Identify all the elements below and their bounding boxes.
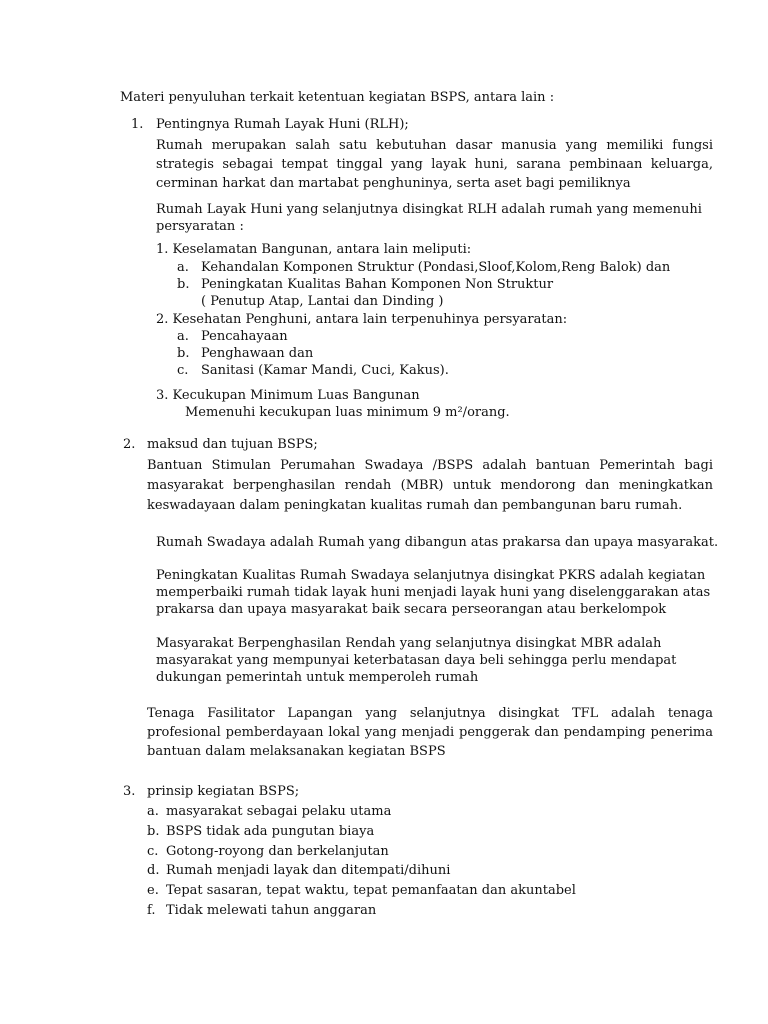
requirement-2c-text: Sanitasi (Kamar Mandi, Cuci, Kakus). (201, 363, 449, 378)
requirement-1-title: 1. Keselamatan Bangunan, antara lain meliputi: (156, 242, 472, 257)
principle-d-marker: d. (147, 863, 160, 878)
requirement-2a-text: Pencahayaan (201, 329, 288, 344)
principle-a-marker: a. (147, 804, 159, 819)
requirement-2b-text: Penghawaan dan (201, 346, 314, 361)
tfl-definition: Tenaga Fasilitator Lapangan yang selanjutnya disingkat TFL adalah tenaga profesional pemberdayaan lokal yang menjadi penggerak dan pendamping penerima bantuan dalam melaksanakan kegiatan BSPS (147, 706, 713, 759)
rlh-definition: Rumah Layak Huni yang selanjutnya disingkat RLH adalah rumah yang memenuhi persyaratan : (156, 202, 702, 234)
requirement-1b-continuation: ( Penutup Atap, Lantai dan Dinding ) (201, 294, 444, 309)
requirement-2b-marker: b. (177, 346, 190, 361)
principle-d-text: Rumah menjadi layak dan ditempati/dihuni (166, 863, 451, 878)
bsps-definition-paragraph: Bantuan Stimulan Perumahan Swadaya /BSPS adalah bantuan Pemerintah bagi masyarakat berpenghasilan rendah (MBR) untuk mendorong dan meningkatkan keswadayaan dalam peningkatan kualitas rumah dan pembangunan baru rumah. (147, 458, 713, 513)
principle-a-text: masyarakat sebagai pelaku utama (166, 804, 392, 819)
intro-text: Materi penyuluhan terkait ketentuan kegiatan BSPS, antara lain : (120, 90, 555, 105)
requirement-2c-marker: c. (177, 363, 189, 378)
section-3-number: 3. (123, 784, 136, 799)
principle-c-text: Gotong-royong dan berkelanjutan (166, 844, 389, 859)
principle-f-marker: f. (147, 903, 156, 918)
section-1-paragraph: Rumah merupakan salah satu kebutuhan dasar manusia yang memiliki fungsi strategis sebagai tempat tinggal yang layak huni, sarana pembinaan keluarga, cerminan harkat dan martabat penghuninya, serta aset bagi pemiliknya (156, 138, 713, 191)
principle-f-text: Tidak melewati tahun anggaran (166, 903, 377, 918)
requirement-1a-text: Kehandalan Komponen Struktur (Pondasi,Sloof,Kolom,Reng Balok) dan (201, 260, 671, 275)
pkrs-definition: Peningkatan Kualitas Rumah Swadaya selanjutnya disingkat PKRS adalah kegiatan memperbaiki rumah tidak layak huni menjadi layak huni yang diselenggarakan atas prakarsa dan upaya masyarakat baik secara perseorangan atau berkelompok (156, 568, 711, 617)
requirement-1a-marker: a. (177, 260, 189, 275)
requirement-2-title: 2. Kesehatan Penghuni, antara lain terpenuhinya persyaratan: (156, 312, 568, 327)
section-2-number: 2. (123, 437, 136, 452)
section-3-title: prinsip kegiatan BSPS; (147, 784, 300, 799)
requirement-1b-marker: b. (177, 277, 190, 292)
requirement-3-text: Memenuhi kecukupan luas minimum 9 m²/orang. (185, 405, 510, 420)
section-1-number: 1. (131, 117, 144, 132)
principle-c-marker: c. (147, 844, 159, 859)
requirement-3-title: 3. Kecukupan Minimum Luas Bangunan (156, 388, 420, 403)
principle-b-text: BSPS tidak ada pungutan biaya (166, 824, 375, 839)
section-1-title: Pentingnya Rumah Layak Huni (RLH); (156, 117, 409, 132)
requirement-2a-marker: a. (177, 329, 189, 344)
principle-e-marker: e. (147, 883, 159, 898)
requirement-1b-text: Peningkatan Kualitas Bahan Komponen Non Struktur (201, 277, 554, 292)
section-2-title: maksud dan tujuan BSPS; (147, 437, 318, 452)
mbr-definition: Masyarakat Berpenghasilan Rendah yang selanjutnya disingkat MBR adalah masyarakat yang mempunyai keterbatasan daya beli sehingga perlu mendapat dukungan pemerintah untuk memperoleh rumah (156, 636, 677, 685)
principle-e-text: Tepat sasaran, tepat waktu, tepat pemanfaatan dan akuntabel (166, 883, 576, 898)
rumah-swadaya-definition: Rumah Swadaya adalah Rumah yang dibangun atas prakarsa dan upaya masyarakat. (156, 535, 719, 550)
principle-b-marker: b. (147, 824, 160, 839)
